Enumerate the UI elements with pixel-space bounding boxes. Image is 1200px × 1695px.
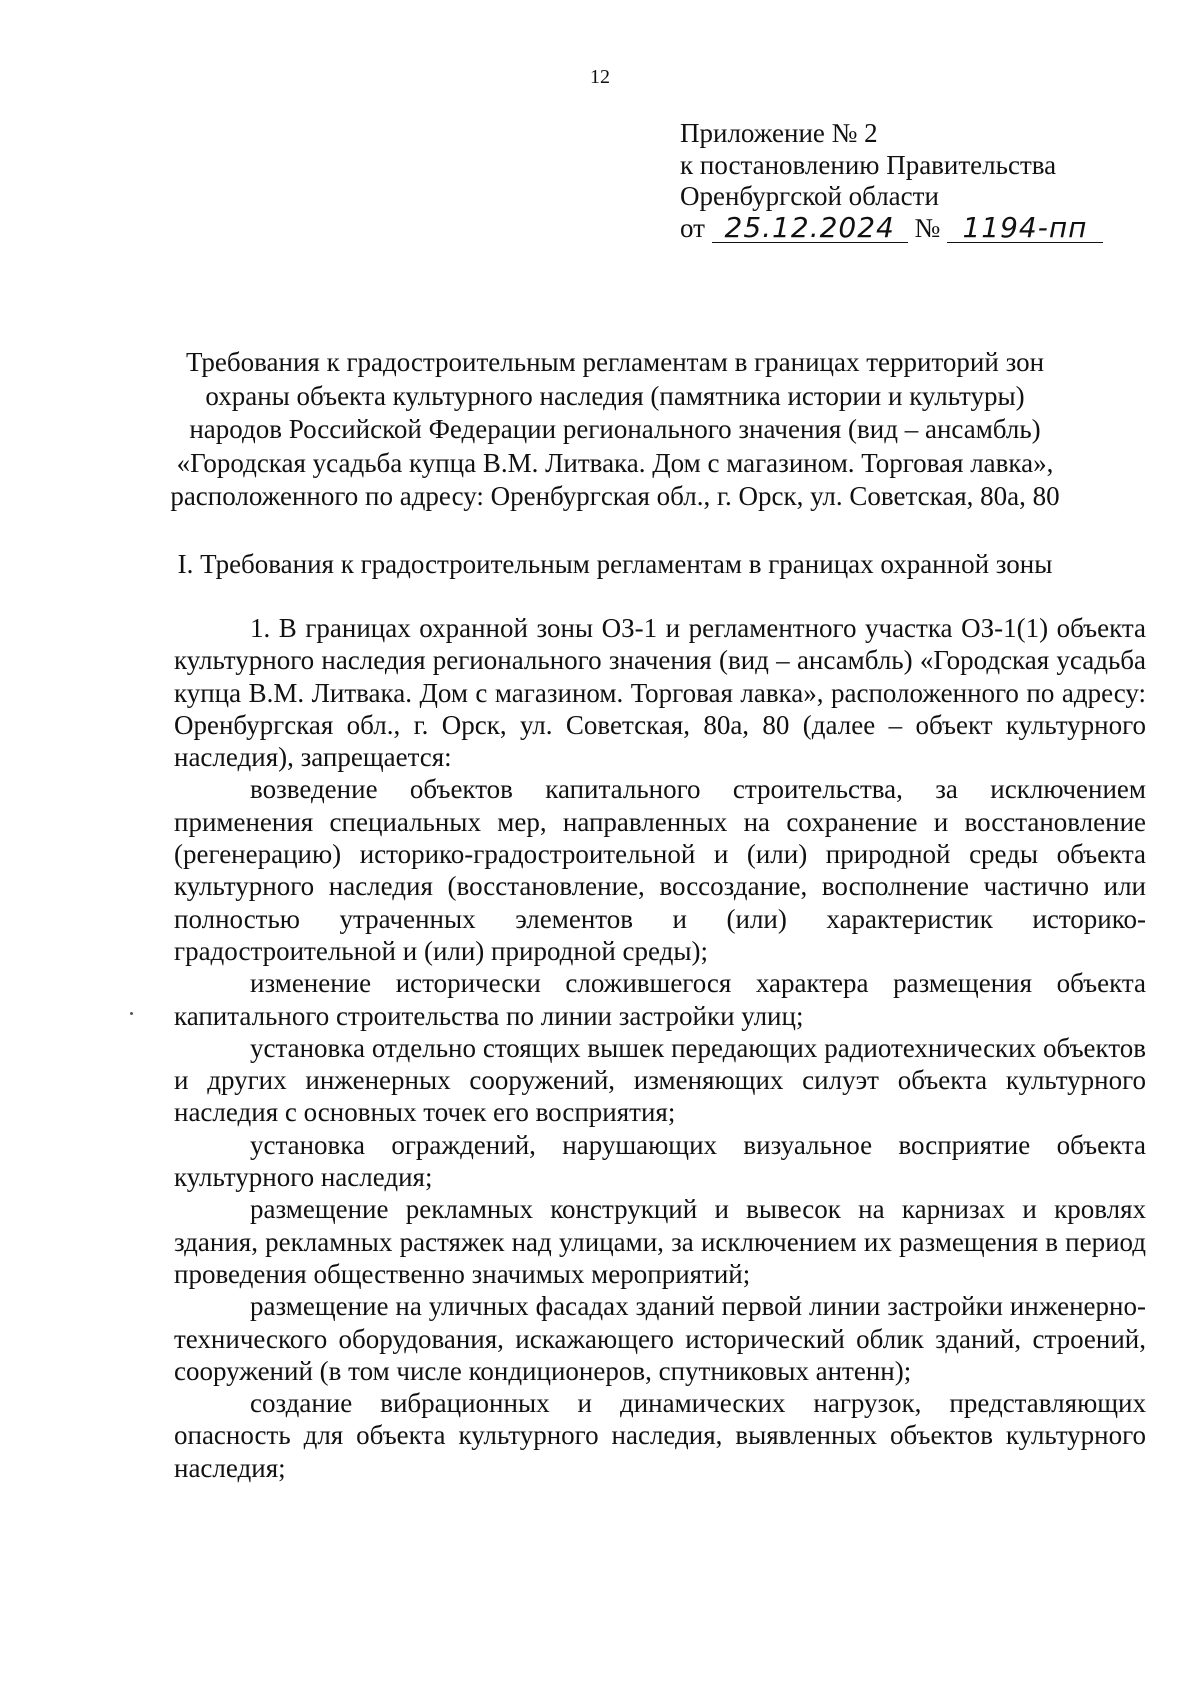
attachment-line-3: Оренбургской области bbox=[680, 181, 939, 211]
handwritten-number: 1194-пп bbox=[947, 214, 1103, 243]
handwritten-date: 25.12.2024 bbox=[712, 214, 908, 243]
paragraph: установка отдельно стоящих вышек передающих радиотехнических объектов и других инженерных сооружений, изменяющих силуэт объекта культурного наследия с основных точек его восприятия; bbox=[174, 1032, 1146, 1128]
document-title: Требования к градостроительным регламентам в границах территорий зон охраны объекта культурного наследия (памятника истории и культуры) народов Российской Федерации регионального значения (вид – ансамбль) «Городская усадьба купца В.М. Литвака. Дом с магазином. Торговая лавка», расположенного по адресу: Оренбургская обл., г. Орск, ул. Советская, 80а, 80 bbox=[170, 347, 1060, 511]
paragraph: 1. В границах охранной зоны ОЗ-1 и регламентного участка ОЗ-1(1) объекта культурного наследия регионального значения (вид – ансамбль) «Городская усадьба купца В.М. Литвака. Дом с магазином. Торговая лавка», расположенного по адресу: Оренбургская обл., г. Орск, ул. Советская, 80а, 80 (далее – объект культурного наследия), запрещается: bbox=[174, 613, 1146, 773]
scan-artifact-dot bbox=[130, 1012, 133, 1015]
paragraph: изменение исторически сложившегося характера размещения объекта капитального строительства по линии застройки улиц; bbox=[174, 968, 1146, 1031]
attachment-line-1: Приложение № 2 bbox=[680, 118, 878, 148]
attachment-block bbox=[680, 118, 1103, 244]
number-sign: № bbox=[914, 212, 941, 243]
paragraph: размещение рекламных конструкций и вывесок на карнизах и кровлях здания, рекламных растяжек над улицами, за исключением их размещения в период проведения общественно значимых мероприятий; bbox=[174, 1194, 1146, 1289]
paragraph: возведение объектов капитального строительства, за исключением применения специальных мер, направленных на сохранение и восстановление (регенерацию) историко-градостроительной и (или) природной среды объекта культурного наследия (восстановление, воссоздание, восполнение частично или полностью утраченных элементов и (или) характеристик историко-градостроительной и (или) природной среды); bbox=[174, 774, 1146, 966]
paragraph: размещение на уличных фасадах зданий первой линии застройки инженерно-технического оборудования, искажающего исторический облик зданий, строений, сооружений (в том числе кондиционеров, спутниковых антенн); bbox=[174, 1291, 1146, 1386]
from-label: от bbox=[680, 212, 705, 243]
paragraph: установка ограждений, нарушающих визуальное восприятие объекта культурного наследия; bbox=[174, 1129, 1146, 1193]
document-body bbox=[174, 612, 1146, 1484]
section-heading: I. Требования к градостроительным регламентам в границах охранной зоны bbox=[177, 549, 1053, 579]
attachment-line-2: к постановлению Правительства bbox=[680, 149, 1057, 180]
attachment-line-4 bbox=[680, 210, 1103, 245]
page-number: 12 bbox=[590, 66, 610, 88]
paragraph: создание вибрационных и динамических нагрузок, представляющих опасность для объекта культурного наследия, выявленных объектов культурного наследия; bbox=[174, 1388, 1146, 1483]
